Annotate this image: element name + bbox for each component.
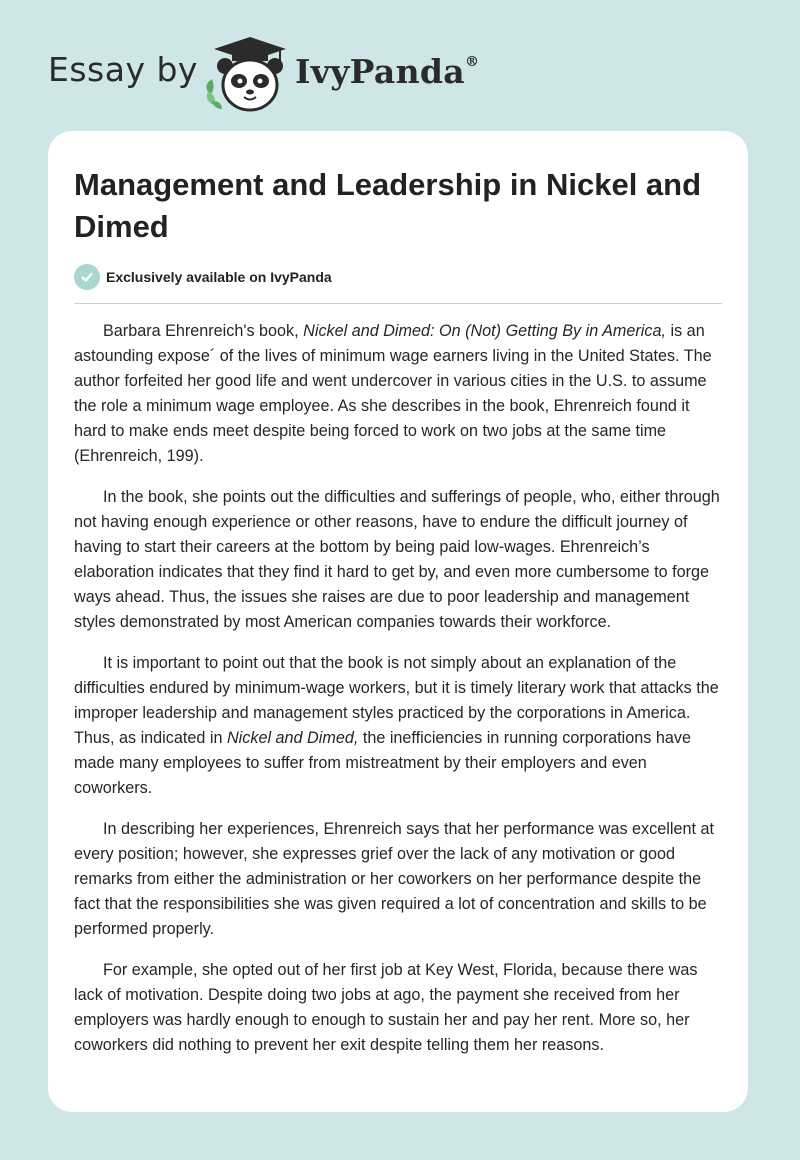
check-circle-icon bbox=[74, 264, 100, 290]
essay-body bbox=[74, 319, 726, 1074]
paragraph: For example, she opted out of her first job at Key West, Florida, because there was lack of motivation. Despite doing two jobs at ago, the payment she received from her employers was hardly enough to enough to sustain her and pay her rent. More so, her coworkers did nothing to prevent her exit despite telling them her reasons. bbox=[74, 961, 698, 1054]
site-header bbox=[0, 0, 800, 125]
book-title: Nickel and Dimed: On (Not) Getting By in America, bbox=[303, 322, 666, 340]
registered-mark: ® bbox=[464, 54, 480, 70]
essay-card bbox=[48, 131, 748, 1112]
paragraph: It is important to point out that the book is not simply about an explanation of the difficulties endured by minimum-wage workers, but it is timely literary work that attacks the improper leadership and management styles practiced by the corporations in America. Thus, as indicated in Nickel and Dimed, the inefficiencies in running corporations have made many employees to suffer from mistreatment by their employers and even coworkers. bbox=[74, 654, 719, 797]
panda-logo-icon[interactable] bbox=[200, 35, 292, 115]
exclusive-badge bbox=[74, 264, 332, 290]
paragraph: In describing her experiences, Ehrenreich says that her performance was excellent at every position; however, she expresses grief over the lack of any motivation or good remarks from either the administration or her coworkers on her performance despite the fact that the responsibilities she was given required a lot of concentration and skills to be performed properly. bbox=[74, 820, 714, 938]
brand-name[interactable]: IvyPanda® bbox=[295, 52, 480, 91]
brand-prefix: Essay by bbox=[48, 50, 198, 89]
book-title: Nickel and Dimed, bbox=[226, 729, 359, 747]
paragraph: In the book, she points out the difficulties and sufferings of people, who, either through not having enough experience or other reasons, have to endure the difficult journey of having to start their careers at the bottom by being paid low-wages. Ehrenreich’s elaboration indicates that they find it hard to get by, and even more cumbersome to forge ways ahead. Thus, the issues she raises are due to poor leadership and management styles demonstrated by most American companies towards their workforce. bbox=[74, 488, 720, 631]
divider bbox=[74, 303, 722, 304]
paragraph: Barbara Ehrenreich's book, Nickel and Dimed: On (Not) Getting By in America, is an astounding expose´ of the lives of minimum wage earners living in the United States. The author forfeited her good life and went undercover in various cities in the U.S. to assume the role a minimum wage employee. As she describes in the book, Ehrenreich found it hard to make ends meet despite being forced to work on two jobs at the same time (Ehrenreich, 199). bbox=[74, 322, 712, 465]
badge-text: Exclusively available on IvyPanda bbox=[106, 269, 332, 285]
essay-title: Management and Leadership in Nickel and Dimed bbox=[74, 167, 702, 244]
